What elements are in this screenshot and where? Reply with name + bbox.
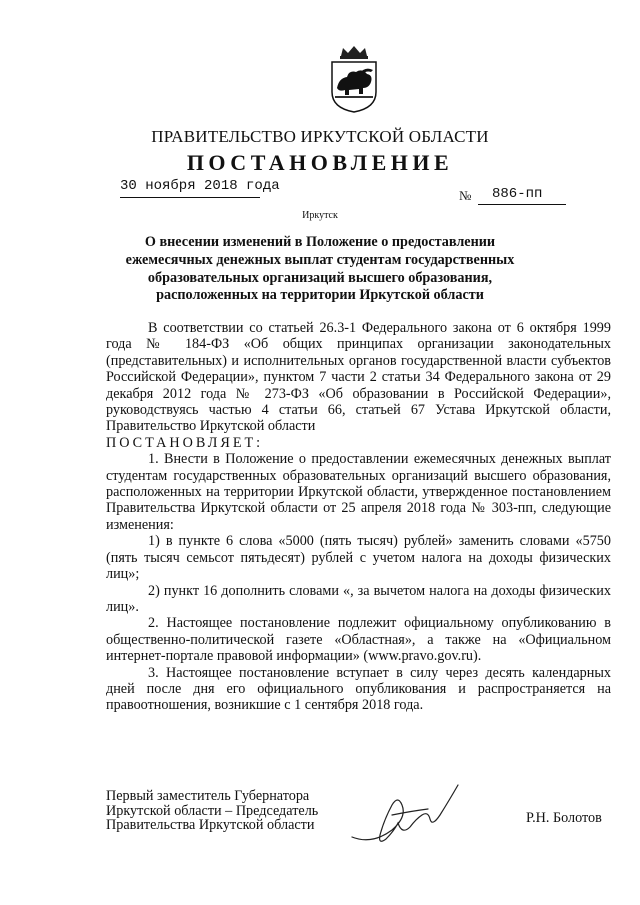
government-name: ПРАВИТЕЛЬСТВО ИРКУТСКОЙ ОБЛАСТИ [151, 127, 489, 146]
item-1-subitem-2: 2) пункт 16 дополнить словами «, за вычетом налога на доходы физических лиц». [106, 582, 611, 615]
number-underline [478, 204, 566, 205]
signatory-name: Р.Н. Болотов [526, 810, 602, 826]
document-date: 30 ноября 2018 года [120, 178, 280, 194]
item-1-paragraph: 1. Внести в Положение о предоставлении ежемесячных денежных выплат студентам государственных образовательных организаций высшего образования, расположенных на территории Иркутской области, утвержденное постановлением Правительства Иркутской области от 25 апреля 2018 года № 303-пп, следующие изменения: [106, 451, 611, 533]
coat-of-arms-emblem [329, 44, 379, 114]
document-title: О внесении изменений в Положение о предоставлении ежемесячных денежных выплат студентам государственных образовательных организаций высшего образования, расположенных на территории Иркутской области [125, 234, 515, 304]
signatory-position-line-1: Первый заместитель Губернатора [106, 788, 310, 804]
signatory-position [106, 789, 318, 833]
document-type-heading: ПОСТАНОВЛЕНИЕ [186, 150, 454, 175]
document-number: 886-пп [492, 186, 543, 202]
signatory-position-line-2: Иркутской области – Председатель [106, 802, 319, 819]
item-3-paragraph: 3. Настоящее постановление вступает в силу через десять календарных дней после дня его официального опубликования и распространяется на правоотношения, возникшие с 1 сентября 2018 года. [106, 664, 611, 714]
city-name: Иркутск [302, 210, 338, 221]
item-1-subitem-1: 1) в пункте 6 слова «5000 (пять тысяч) рублей» заменить словами «5750 (пять тысяч семьсот пятьдесят) рублей с учетом налога на доходы физических лиц»; [106, 533, 611, 583]
item-2-paragraph: 2. Настоящее постановление подлежит официальному опубликованию в общественно-политической газете «Областная», а также на «Официальном интернет-портале правовой информации» (www.pravo.gov.ru). [106, 615, 611, 665]
date-underline [120, 197, 260, 198]
resolves-heading: ПОСТАНОВЛЯЕТ: [106, 434, 264, 451]
handwritten-signature [332, 775, 472, 855]
preamble-paragraph: В соответствии со статьей 26.3-1 Федерального закона от 6 октября 1999 года № 184-ФЗ «Об общих принципах организации законодательных (представительных) и исполнительных органов государственной власти субъектов Российской Федерации», пунктом 7 части 2 статьи 34 Федерального закона от 29 декабря 2012 года № 273-ФЗ «Об образовании в Российской Федерации», руководствуясь частью 4 статьи 66, статьей 67 Устава Иркутской области, Правительство Иркутской области [106, 320, 611, 435]
document-body [106, 320, 611, 714]
number-sign: № [459, 188, 472, 203]
signatory-position-line-3: Правительства Иркутской области [106, 817, 315, 833]
